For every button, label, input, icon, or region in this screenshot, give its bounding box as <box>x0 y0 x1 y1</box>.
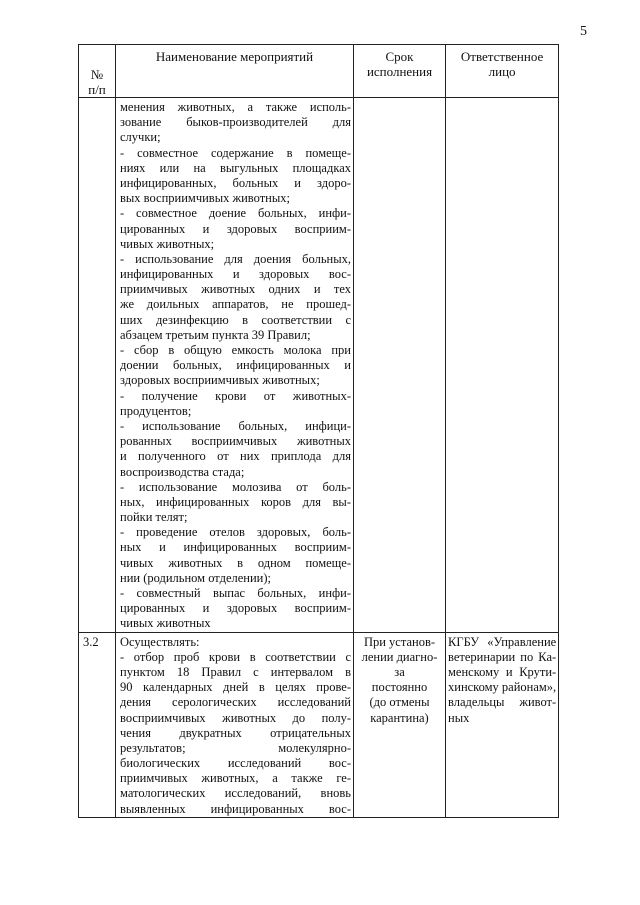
text-line: - получение крови от животных- <box>120 388 351 403</box>
text-line: хинскому районам», <box>448 680 557 695</box>
text-line: продуцентов; <box>120 403 192 418</box>
text-line: - использование для доения больных, <box>120 251 351 266</box>
responsible-text <box>446 98 559 633</box>
text-line: КГБУ «Управление <box>448 634 557 649</box>
row-number <box>79 98 116 633</box>
text-line: чивых животных в одном помеще- <box>120 555 351 570</box>
text-line: чения двукратных отрицательных <box>120 725 351 740</box>
term-text <box>354 632 446 817</box>
text-line: результатов; молекулярно- <box>120 740 351 755</box>
text-line: - совместное доение больных, инфи- <box>120 206 351 221</box>
text-line: за <box>394 664 405 679</box>
term-text <box>354 98 446 633</box>
text-line: чивых животных <box>120 616 211 631</box>
row-number: 3.2 <box>79 632 116 817</box>
text-line: пунктом 18 Правил с интервалом в <box>120 664 351 679</box>
text-line: матологических исследований, вновь <box>120 786 351 801</box>
text-line: здоровых восприимчивых животных; <box>120 373 320 388</box>
text-line: доении больных, инфицированных и <box>120 358 351 373</box>
text-line: менения животных, а также исполь- <box>120 100 351 114</box>
text-line: - сбор в общую емкость молока при <box>120 343 351 357</box>
text-line: цированных и здоровых восприим- <box>120 221 351 236</box>
text-line: дения серологических исследований <box>120 695 351 710</box>
text-line: ных <box>448 710 470 725</box>
text-line: цированных и здоровых восприим- <box>120 601 351 616</box>
text-line: инфицированных, больных и здоро- <box>120 175 351 190</box>
table-row <box>79 98 559 633</box>
text-line: ных, инфицированных коров для вы- <box>120 494 351 509</box>
header-responsible: Ответственное лицо <box>446 45 559 98</box>
text-line: абзацем третьим пункта 39 Правил; <box>120 327 311 342</box>
text-line: - использование больных, инфици- <box>120 418 351 433</box>
text-line: инфицированных и здоровых вос- <box>120 267 351 282</box>
text-line: чивых животных; <box>120 236 215 251</box>
text-line: - проведение отелов здоровых, боль- <box>120 525 351 540</box>
text-line: 90 календарных дней в целях прове- <box>120 680 351 695</box>
text-line: постоянно <box>371 680 428 695</box>
text-line: Осуществлять: <box>120 634 200 649</box>
text-line: воспроизводства стада; <box>120 464 245 479</box>
measures-table <box>78 44 559 818</box>
measure-text <box>116 98 354 633</box>
text-line: - использование молозива от боль- <box>120 479 351 494</box>
text-line: приимчивых животных, а также ге- <box>120 771 351 786</box>
responsible-text <box>446 632 559 817</box>
header-number: № п/п <box>79 45 116 98</box>
header-measures: Наименование мероприятий <box>116 45 354 98</box>
text-line: ветеринарии по Ка- <box>448 649 557 664</box>
text-line: приимчивых животных одних и тех <box>120 282 351 297</box>
text-line: (до отмены <box>369 695 430 710</box>
table-row <box>79 632 559 817</box>
text-line: карантина) <box>370 710 429 725</box>
page-number: 5 <box>580 24 587 39</box>
text-line: восприимчивых животных до полу- <box>120 710 351 725</box>
text-line: ных и инфицированных восприим- <box>120 540 351 555</box>
text-line: выявленных инфицированных вос- <box>120 801 351 816</box>
text-line: же доильных аппаратов, не прошед- <box>120 297 351 312</box>
text-line: нии (родильном отделении); <box>120 570 272 585</box>
header-term: Срок исполнения <box>354 45 446 98</box>
text-line: - отбор проб крови в соответствии с <box>120 649 351 664</box>
text-line: лении диагно- <box>361 649 438 664</box>
text-line: случки; <box>120 130 161 145</box>
text-line: - совместный выпас больных, инфи- <box>120 586 351 600</box>
text-line: менскому и Крути- <box>448 664 557 679</box>
text-line: При установ- <box>363 634 436 649</box>
text-line: и полученного от них приплода для <box>120 449 351 464</box>
text-line: ниях или на выгульных площадках <box>120 160 351 175</box>
text-line: зование быков-производителей для <box>120 115 351 130</box>
table-header-row <box>79 45 559 98</box>
text-line: - совместное содержание в помеще- <box>120 145 351 160</box>
text-line: рованных восприимчивых животных <box>120 434 351 449</box>
text-line: пойки телят; <box>120 510 188 525</box>
text-line: биологических исследований вос- <box>120 756 351 771</box>
text-line: владельцы живот- <box>448 695 557 710</box>
measure-text <box>116 632 354 817</box>
text-line: вых восприимчивых животных; <box>120 191 290 206</box>
text-line: ших дезинфекцию в соответствии с <box>120 312 351 327</box>
